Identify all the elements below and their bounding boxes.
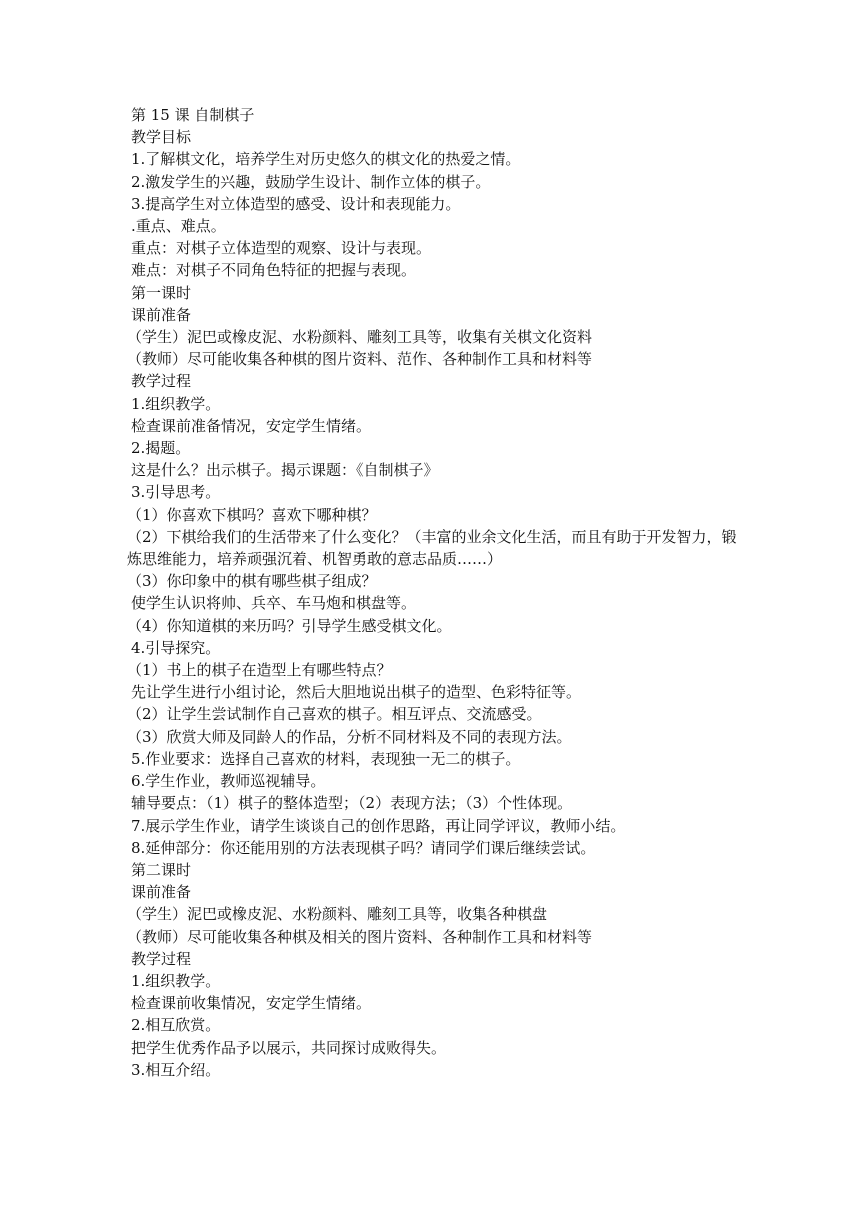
step-display-work: 7.展示学生作业，请学生谈谈自己的创作思路，再让同学评议，教师小结。 (131, 816, 626, 835)
question-4: （4）你知道棋的来历吗？引导学生感受棋文化。 (127, 616, 452, 635)
student-preparation: （学生）泥巴或橡皮泥、水粉颜料、雕刻工具等，收集有关棋文化资料 (127, 328, 593, 347)
preparation-heading: 课前准备 (131, 305, 192, 324)
tutoring-points: 辅导要点：（1）棋子的整体造型；（2）表现方法；（3）个性体现。 (131, 794, 573, 813)
step-guide-explore: 4.引导探究。 (131, 638, 221, 657)
second-lesson-heading: 第二课时 (131, 860, 192, 879)
question-2: （2）下棋给我们的生活带来了什么变化？（丰富的业余文化生活，而且有助于开发智力，锻炼思维能力，培养顽强沉着、机智勇敢的意志品质……） (127, 527, 737, 569)
explore-2: （2）让学生尝试制作自己喜欢的棋子。相互评点、交流感受。 (127, 705, 542, 724)
step-organize-2-detail: 检查课前收集情况，安定学生情绪。 (131, 994, 372, 1013)
objective-1: 1.了解棋文化，培养学生对历史悠久的棋文化的热爱之情。 (131, 150, 521, 169)
step-reveal-topic: 2.揭题。 (131, 439, 191, 458)
process-heading: 教学过程 (131, 372, 192, 391)
preparation-heading-2: 课前准备 (131, 883, 192, 902)
difficult-point: 难点：对棋子不同角色特征的把握与表现。 (131, 261, 417, 280)
key-points-heading: .重点、难点。 (131, 217, 226, 236)
first-lesson-heading: 第一课时 (131, 283, 192, 302)
question-3: （3）你印象中的棋有哪些棋子组成？ (127, 572, 377, 591)
explore-1-detail: 先让学生进行小组讨论，然后大胆地说出棋子的造型、色彩特征等。 (131, 683, 582, 702)
step-student-work: 6.学生作业，教师巡视辅导。 (131, 772, 326, 791)
explore-1: （1）书上的棋子在造型上有哪些特点？ (127, 661, 392, 680)
step-mutual-appreciation: 2.相互欣赏。 (131, 1016, 221, 1035)
step-guide-thinking: 3.引导思考。 (131, 483, 221, 502)
student-preparation-2: （学生）泥巴或橡皮泥、水粉颜料、雕刻工具等，收集各种棋盘 (127, 905, 548, 924)
step-organize-detail: 检查课前准备情况，安定学生情绪。 (131, 416, 372, 435)
step-reveal-topic-detail: 这是什么？出示棋子。揭示课题：《自制棋子》 (131, 461, 439, 480)
step-assignment: 5.作业要求：选择自己喜欢的材料，表现独一无二的棋子。 (131, 749, 521, 768)
question-3-detail: 使学生认识将帅、兵卒、车马炮和棋盘等。 (131, 594, 417, 613)
step-mutual-appreciation-detail: 把学生优秀作品予以展示，共同探讨成败得失。 (131, 1038, 447, 1057)
question-1: （1）你喜欢下棋吗？喜欢下哪种棋？ (127, 505, 377, 524)
teacher-preparation-2: （教师）尽可能收集各种棋及相关的图片资料、各种制作工具和材料等 (127, 927, 593, 946)
lesson-title: 第 15 课 自制棋子 (131, 106, 255, 124)
objective-2: 2.激发学生的兴趣，鼓励学生设计、制作立体的棋子。 (131, 172, 491, 191)
document-body (127, 104, 751, 1081)
section-heading-objectives: 教学目标 (131, 128, 192, 147)
process-heading-2: 教学过程 (131, 949, 192, 968)
objective-3: 3.提高学生对立体造型的感受、设计和表现能力。 (131, 194, 461, 213)
step-mutual-introduction: 3.相互介绍。 (131, 1060, 221, 1079)
key-point: 重点：对棋子立体造型的观察、设计与表现。 (131, 239, 432, 258)
step-organize: 1.组织教学。 (131, 394, 221, 413)
step-organize-2: 1.组织教学。 (131, 971, 221, 990)
explore-3: （3）欣赏大师及同龄人的作品，分析不同材料及不同的表现方法。 (127, 727, 572, 746)
teacher-preparation: （教师）尽可能收集各种棋的图片资料、范作、各种制作工具和材料等 (127, 350, 593, 369)
step-extension: 8.延伸部分：你还能用别的方法表现棋子吗？请同学们课后继续尝试。 (131, 838, 596, 857)
